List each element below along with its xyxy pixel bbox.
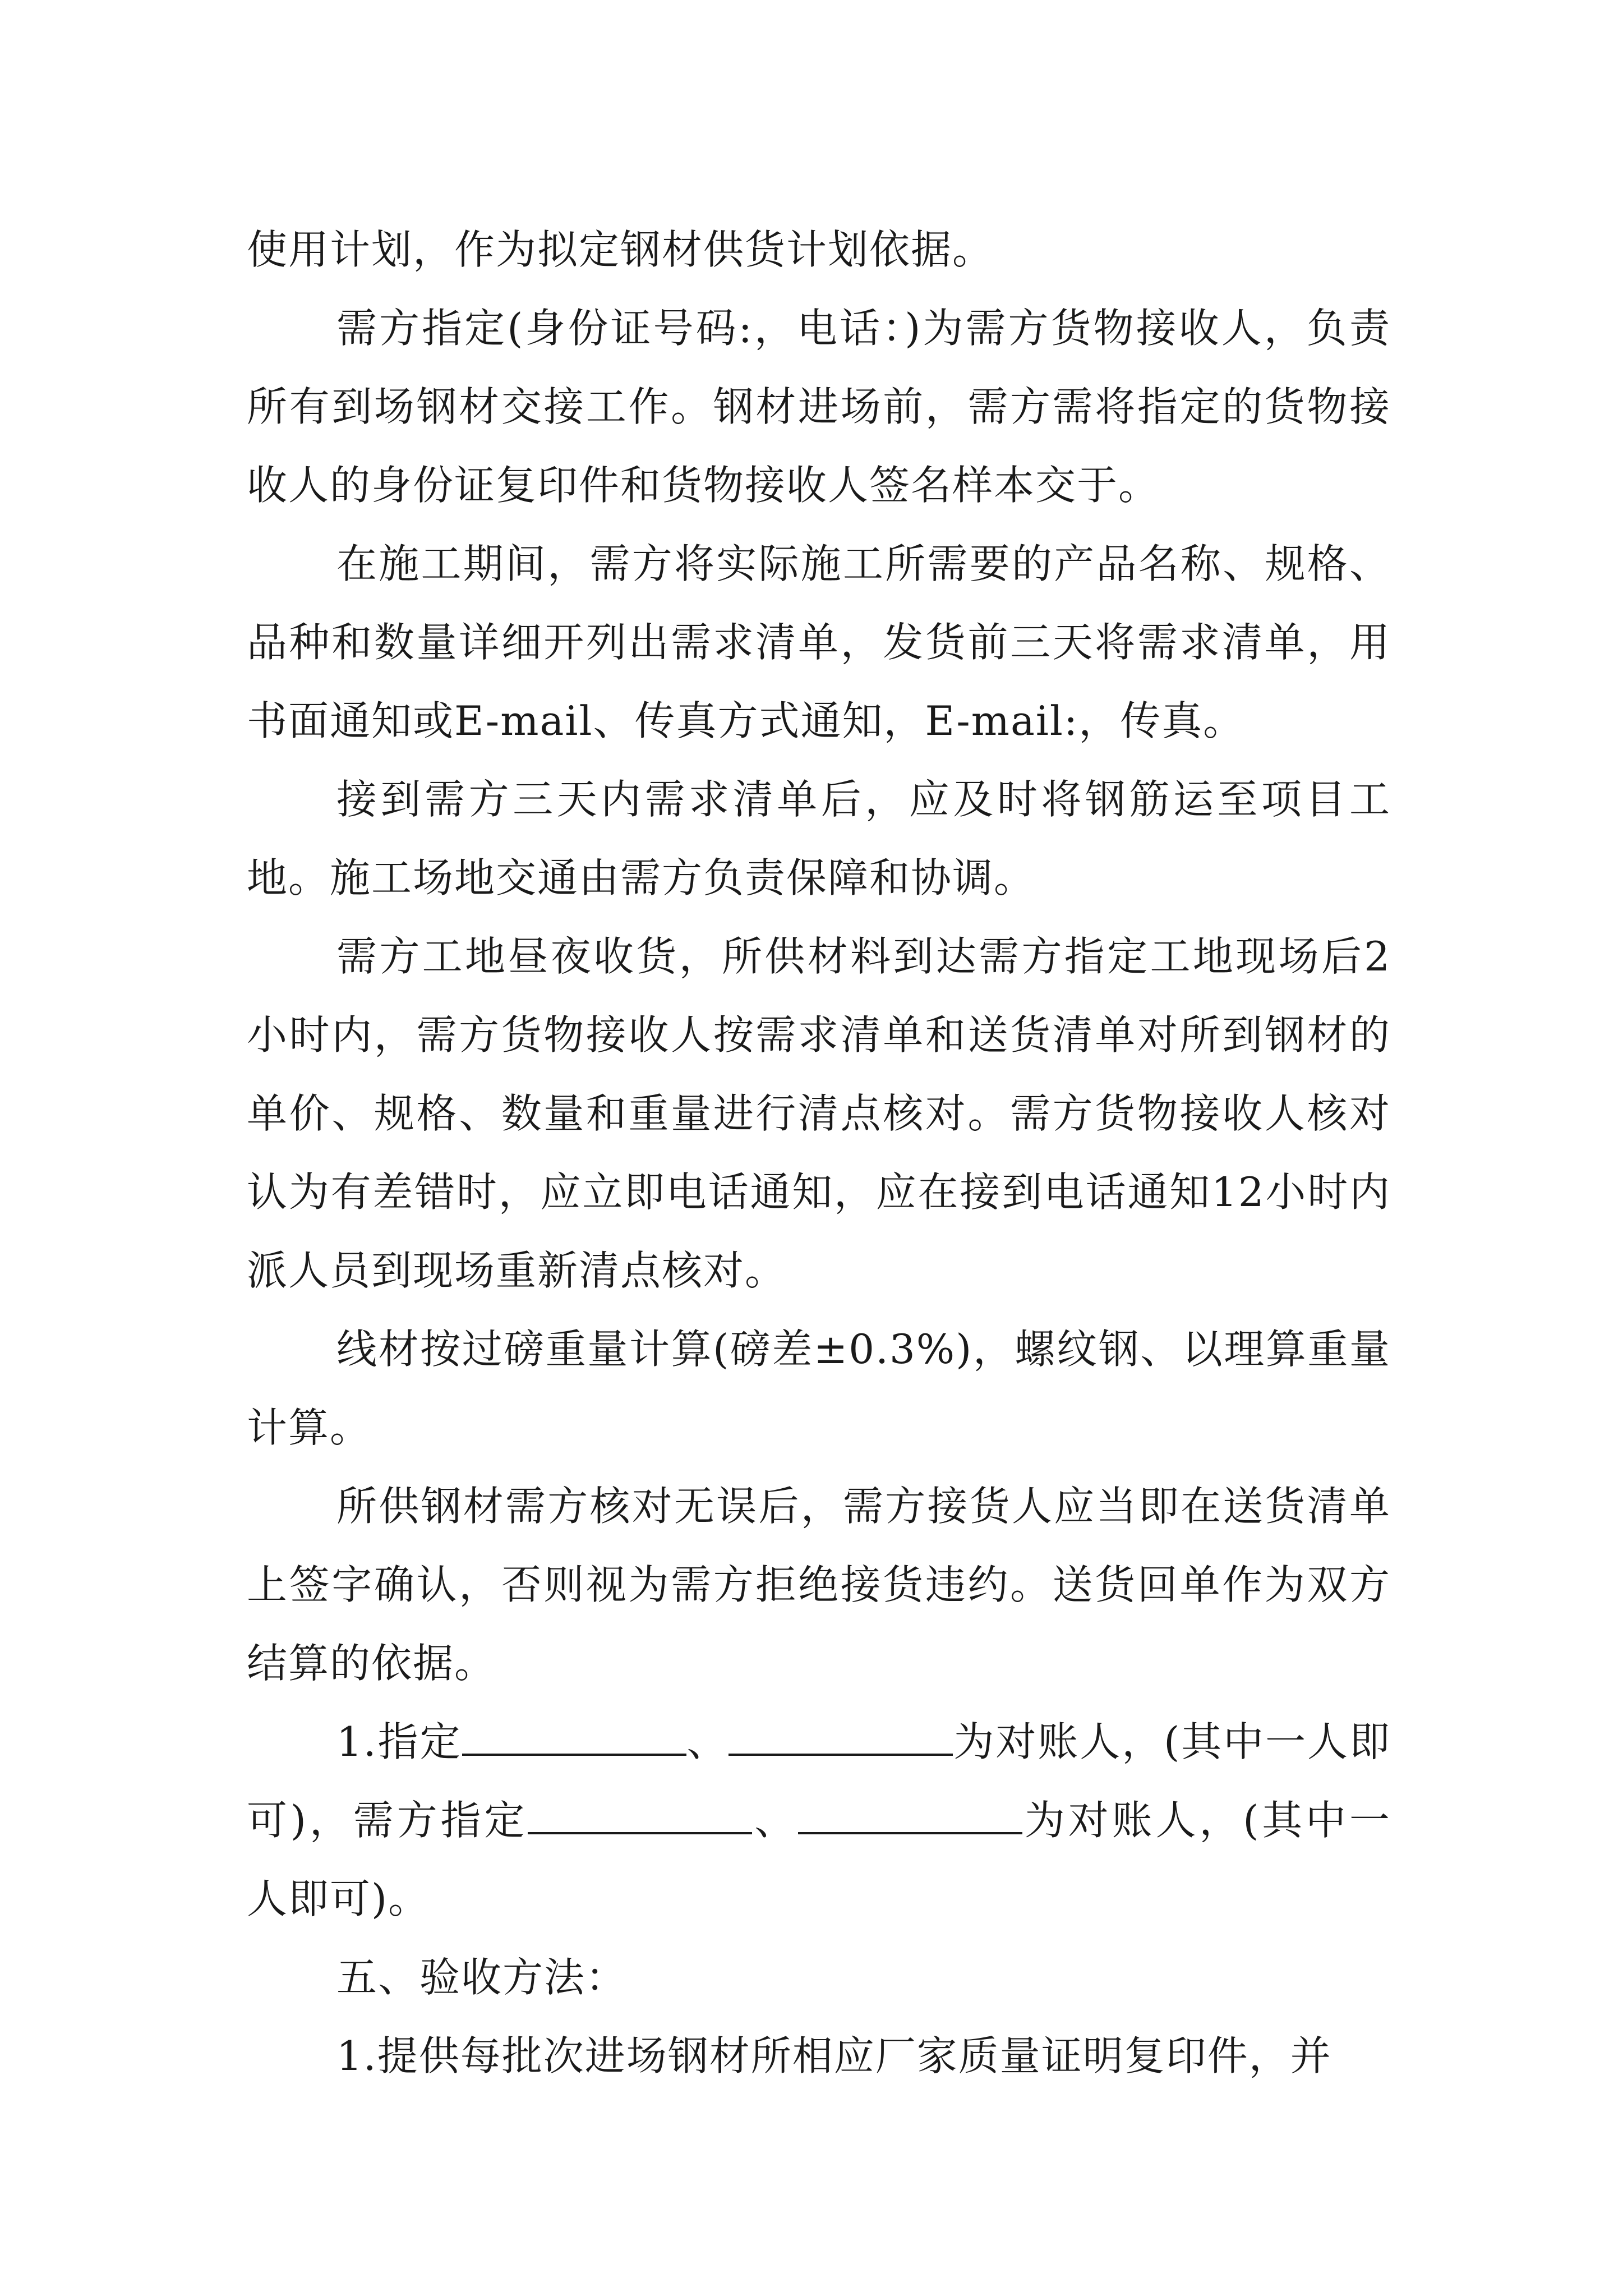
paragraph-2: 需方指定(身份证号码:，电话：)为需方货物接收人，负责所有到场钢材交接工作。钢材进场前，需方需将指定的货物接收人的身份证复印件和货物接收人签名样本交于。 xyxy=(247,305,1391,509)
paragraph-10: 1.提供每批次进场钢材所相应厂家质量证明复印件，并 xyxy=(336,2032,1332,2079)
section-heading-acceptance: 五、验收方法： xyxy=(336,1954,628,2001)
p8-sep2: 、 xyxy=(752,1797,798,1844)
paragraph-6: 线材按过磅重量计算(磅差±0.3%)，螺纹钢、以理算重量计算。 xyxy=(247,1326,1391,1451)
paragraph-7: 所供钢材需方核对无误后，需方接货人应当即在送货清单上签字确认，否则视为需方拒绝接货违约。送货回单作为双方结算的依据。 xyxy=(247,1483,1391,1687)
p8-prefix: 1.指定 xyxy=(336,1718,462,1765)
p8-mid1: 为对账人，(其中一人即可)，需方指定 xyxy=(247,1718,1391,1844)
paragraph-8 xyxy=(247,1703,1391,1938)
paragraph-5: 需方工地昼夜收货，所供材料到达需方指定工地现场后2小时内，需方货物接收人按需求清单和送货清单对所到钢材的单价、规格、数量和重量进行清点核对。需方货物接收人核对认为有差错时，应立即电话通知，应在接到电话通知12小时内派人员到现场重新清点核对。 xyxy=(247,933,1391,1294)
paragraph-3: 在施工期间，需方将实际施工所需要的产品名称、规格、品种和数量详细开列出需求清单，发货前三天将需求清单，用书面通知或E-mail、传真方式通知，E-mail:，传真。 xyxy=(247,540,1391,744)
blank-field-4[interactable] xyxy=(798,1798,1022,1834)
paragraph-1: 使用计划，作为拟定钢材供货计划依据。 xyxy=(247,226,994,273)
p8-sep1: 、 xyxy=(686,1718,729,1765)
paragraph-4: 接到需方三天内需求清单后，应及时将钢筋运至项目工地。施工场地交通由需方负责保障和协调。 xyxy=(247,776,1391,901)
blank-field-2[interactable] xyxy=(728,1720,953,1756)
p8-suffix: 为对账人，(其中一人即可)。 xyxy=(247,1797,1391,1922)
blank-field-3[interactable] xyxy=(528,1798,752,1834)
blank-field-1[interactable] xyxy=(462,1720,686,1756)
document-body xyxy=(247,210,1391,2095)
